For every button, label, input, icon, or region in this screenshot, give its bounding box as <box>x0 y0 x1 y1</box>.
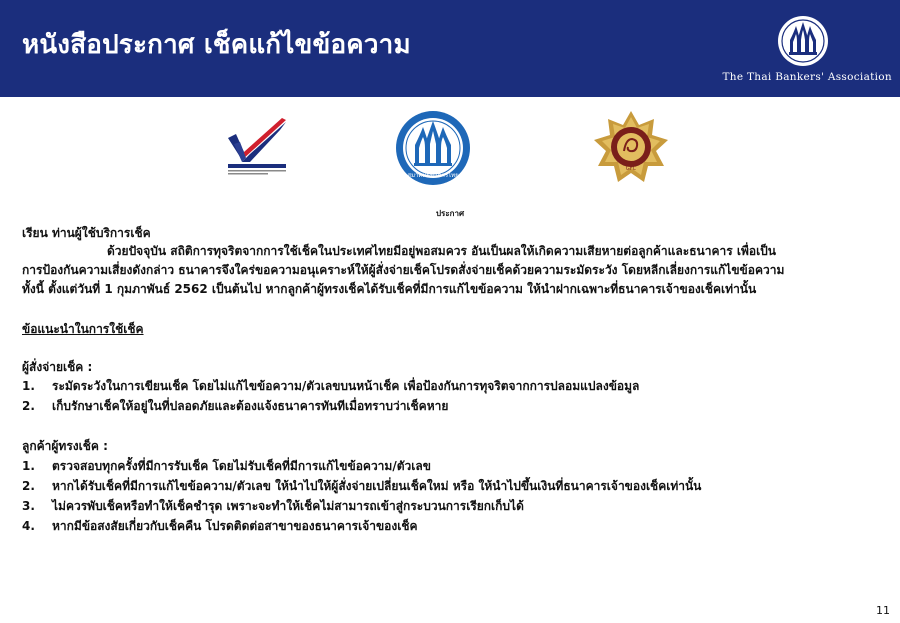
drawer-title: ผู้สั่งจ่ายเช็ค : <box>22 360 93 374</box>
header-banner <box>0 0 900 97</box>
gold-star-badge-logo-icon <box>592 109 670 187</box>
drawer-item-2-num: 2. <box>22 399 35 413</box>
badge-text: GFC <box>625 166 637 172</box>
drawer-item-1: ระมัดระวังในการเขียนเช็ค โดยไม่แก้ไขข้อความ/ตัวเลขบนหน้าเช็ค เพื่อป้องกันการทุจริตจากการปลอมแปลงข้อมูล <box>52 379 640 393</box>
check-mark-logo-icon <box>220 112 292 184</box>
drawer-item-2: เก็บรักษาเช็คให้อยู่ในที่ปลอดภัยและต้องแจ้งธนาคารทันทีเมื่อทราบว่าเช็คหาย <box>52 399 449 413</box>
payee-item-1-num: 1. <box>22 459 35 473</box>
seal-text: สมาคมธนาคารไทย <box>407 172 459 179</box>
association-name: The Thai Bankers' Association <box>722 71 892 83</box>
drawer-item-1-num: 1. <box>22 379 35 393</box>
page-number: 11 <box>876 604 890 617</box>
payee-item-3-num: 3. <box>22 499 35 513</box>
payee-item-3: ไม่ควรพับเช็คหรือทำให้เช็คชำรุด เพราะจะทำให้เช็คไม่สามารถเข้าสู่กระบวนการเรียกเก็บได้ <box>52 499 524 513</box>
advice-title: ข้อแนะนำในการใช้เช็ค <box>22 322 144 336</box>
paragraph-line-1: ด้วยปัจจุบัน สถิติการทุจริตจากการใช้เช็คในประเทศไทยมีอยู่พอสมควร อันเป็นผลให้เกิดความเสียหายต่อลูกค้าและธนาคาร เพื่อเป็น <box>107 244 776 258</box>
salutation: เรียน ท่านผู้ใช้บริการเช็ค <box>22 226 151 240</box>
payee-title: ลูกค้าผู้ทรงเช็ค : <box>22 439 108 453</box>
page-title: หนังสือประกาศ เช็คแก้ไขข้อความ <box>22 30 411 60</box>
paragraph-line-2: การป้องกันความเสี่ยงดังกล่าว ธนาคารจึงใคร่ขอความอนุเคราะห์ให้ผู้สั่งจ่ายเช็คโปรดสั่งจ่ายเช็คด้วยความระมัดระวัง โดยหลีกเลี่ยงการแก้ไขข้อความ <box>22 263 785 277</box>
tba-emblem-icon <box>776 14 830 68</box>
payee-item-4-num: 4. <box>22 519 35 533</box>
payee-item-4: หากมีข้อสงสัยเกี่ยวกับเช็คคืน โปรดติดต่อสาขาของธนาคารเจ้าของเช็ค <box>52 519 418 533</box>
payee-item-2-num: 2. <box>22 479 35 493</box>
paragraph-line-3: ทั้งนี้ ตั้งแต่วันที่ 1 กุมภาพันธ์ 2562 เป็นต้นไป หากลูกค้าผู้ทรงเช็คได้รับเช็คที่มีการแก้ไขข้อความ ให้นำฝากเฉพาะที่ธนาคารเจ้าของเช็คเท่านั้น <box>22 282 757 296</box>
payee-item-1: ตรวจสอบทุกครั้งที่มีการรับเช็ค โดยไม่รับเช็คที่มีการแก้ไขข้อความ/ตัวเลข <box>52 459 431 473</box>
payee-item-2: หากได้รับเช็คที่มีการแก้ไขข้อความ/ตัวเลข ให้นำไปให้ผู้สั่งจ่ายเปลี่ยนเช็คใหม่ หรือ ให้นำไปขึ้นเงินที่ธนาคารเจ้าของเช็คเท่านั้น <box>52 479 702 493</box>
thai-bankers-association-seal-icon <box>394 109 472 187</box>
notice-heading: ประกาศ <box>435 209 465 218</box>
